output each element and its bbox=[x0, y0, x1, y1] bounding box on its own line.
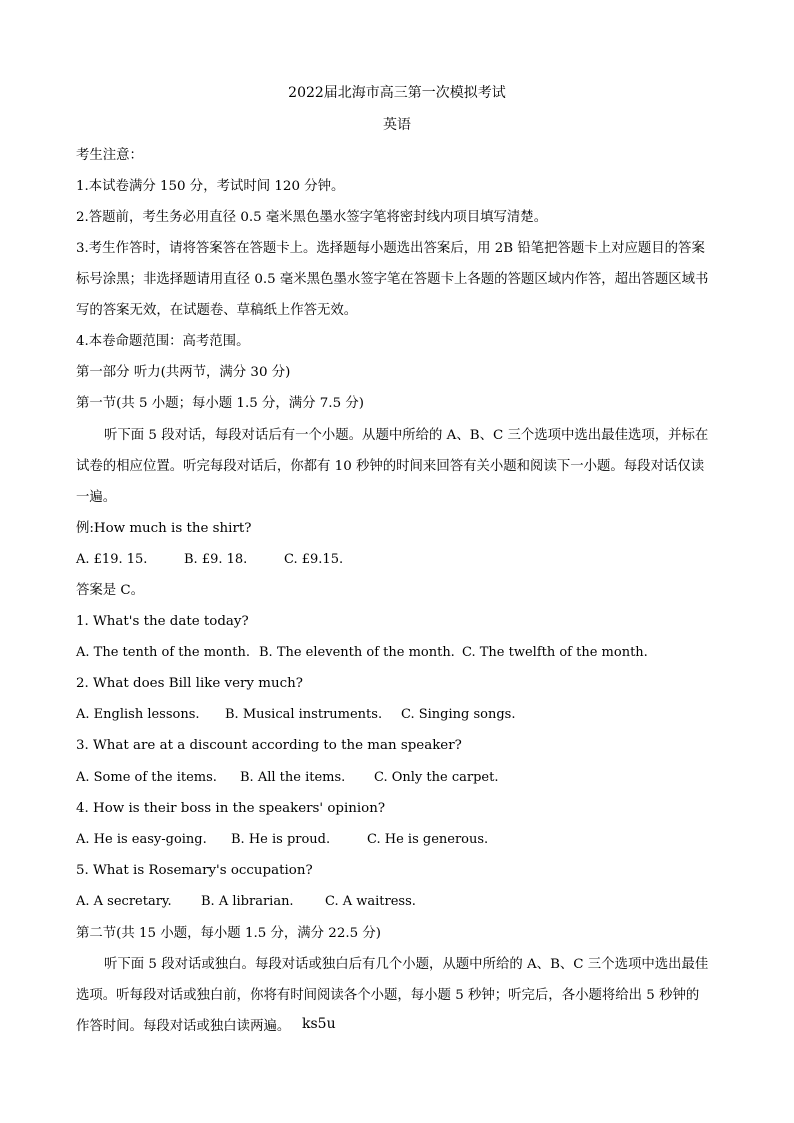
section2-heading: 第二节(共 15 小题，每小题 1.5 分，满分 22.5 分) bbox=[76, 926, 381, 941]
question-1-option-a: A. The tenth of the month. bbox=[76, 645, 250, 660]
question-4-stem: 4. How is their boss in the speakers' opinion? bbox=[76, 801, 386, 816]
watermark-text: ks5u bbox=[302, 1016, 336, 1032]
section1-instruction-line-1: 听下面 5 段对话，每段对话后有一个小题。从题中所给的 A、B、C 三个选项中选出最佳选项，并标在 bbox=[104, 428, 709, 443]
question-5-option-a: A. A secretary. bbox=[76, 894, 172, 909]
example-option-c: C. £9.15. bbox=[284, 552, 344, 567]
question-2-stem: 2. What does Bill like very much? bbox=[76, 676, 303, 691]
question-5-option-c: C. A waitress. bbox=[325, 894, 416, 909]
question-4-option-b: B. He is proud. bbox=[231, 832, 331, 847]
section1-instruction-line-3: 一遍。 bbox=[76, 490, 117, 505]
section1-instruction-line-2: 试卷的相应位置。听完每段对话后，你都有 10 秒钟的时间来回答有关小题和阅读下一小题。每段对话仅读 bbox=[76, 459, 705, 474]
question-3-option-a: A. Some of the items. bbox=[76, 770, 217, 785]
section2-instruction-line-1: 听下面 5 段对话或独白。每段对话或独白后有几个小题，从题中所给的 A、B、C 三个选项中选出最佳 bbox=[104, 957, 709, 972]
question-1-stem: 1. What's the date today? bbox=[76, 614, 249, 629]
question-5-option-b: B. A librarian. bbox=[201, 894, 294, 909]
question-5-stem: 5. What is Rosemary's occupation? bbox=[76, 863, 313, 878]
question-3-option-c: C. Only the carpet. bbox=[374, 770, 499, 785]
example-option-a: A. £19. 15. bbox=[76, 552, 148, 567]
question-1-option-b: B. The eleventh of the month. bbox=[259, 645, 455, 660]
question-2-option-c: C. Singing songs. bbox=[401, 707, 516, 722]
notice-heading: 考生注意： bbox=[76, 148, 143, 163]
notice-item-3-line-2: 标号涂黑；非选择题请用直径 0.5 毫米黑色墨水签字笔在答题卡上各题的答题区域内作答，超出答题区域书 bbox=[76, 272, 709, 287]
section1-heading: 第一节(共 5 小题；每小题 1.5 分，满分 7.5 分) bbox=[76, 396, 364, 411]
question-4-option-c: C. He is generous. bbox=[367, 832, 489, 847]
question-3-option-b: B. All the items. bbox=[240, 770, 346, 785]
part1-heading: 第一部分 听力(共两节，满分 30 分) bbox=[76, 365, 291, 380]
exam-title: 2022届北海市高三第一次模拟考试 bbox=[288, 85, 506, 101]
example-option-b: B. £9. 18. bbox=[184, 552, 248, 567]
notice-item-1: 1.本试卷满分 150 分，考试时间 120 分钟。 bbox=[76, 179, 345, 194]
question-2-option-a: A. English lessons. bbox=[76, 707, 200, 722]
notice-item-4: 4.本卷命题范围：高考范围。 bbox=[76, 334, 250, 349]
example-answer: 答案是 C。 bbox=[76, 583, 145, 598]
subject-title: 英语 bbox=[383, 117, 411, 133]
example-question: 例:How much is the shirt? bbox=[76, 521, 252, 536]
question-3-stem: 3. What are at a discount according to the man speaker? bbox=[76, 738, 462, 753]
section2-instruction-line-2: 选项。听每段对话或独白前，你将有时间阅读各个小题，每小题 5 秒钟；听完后，各小题将给出 5 秒钟的 bbox=[76, 988, 700, 1003]
question-4-option-a: A. He is easy-going. bbox=[76, 832, 207, 847]
notice-item-3-line-1: 3.考生作答时，请将答案答在答题卡上。选择题每小题选出答案后，用 2B 铅笔把答题卡上对应题目的答案 bbox=[76, 241, 705, 256]
question-2-option-b: B. Musical instruments. bbox=[225, 707, 383, 722]
notice-item-2: 2.答题前，考生务必用直径 0.5 毫米黑色墨水签字笔将密封线内项目填写清楚。 bbox=[76, 210, 548, 225]
section2-instruction-line-3: 作答时间。每段对话或独白读两遍。 bbox=[76, 1019, 291, 1034]
notice-item-3-line-3: 写的答案无效，在试题卷、草稿纸上作答无效。 bbox=[76, 303, 358, 318]
question-1-option-c: C. The twelfth of the month. bbox=[462, 645, 648, 660]
